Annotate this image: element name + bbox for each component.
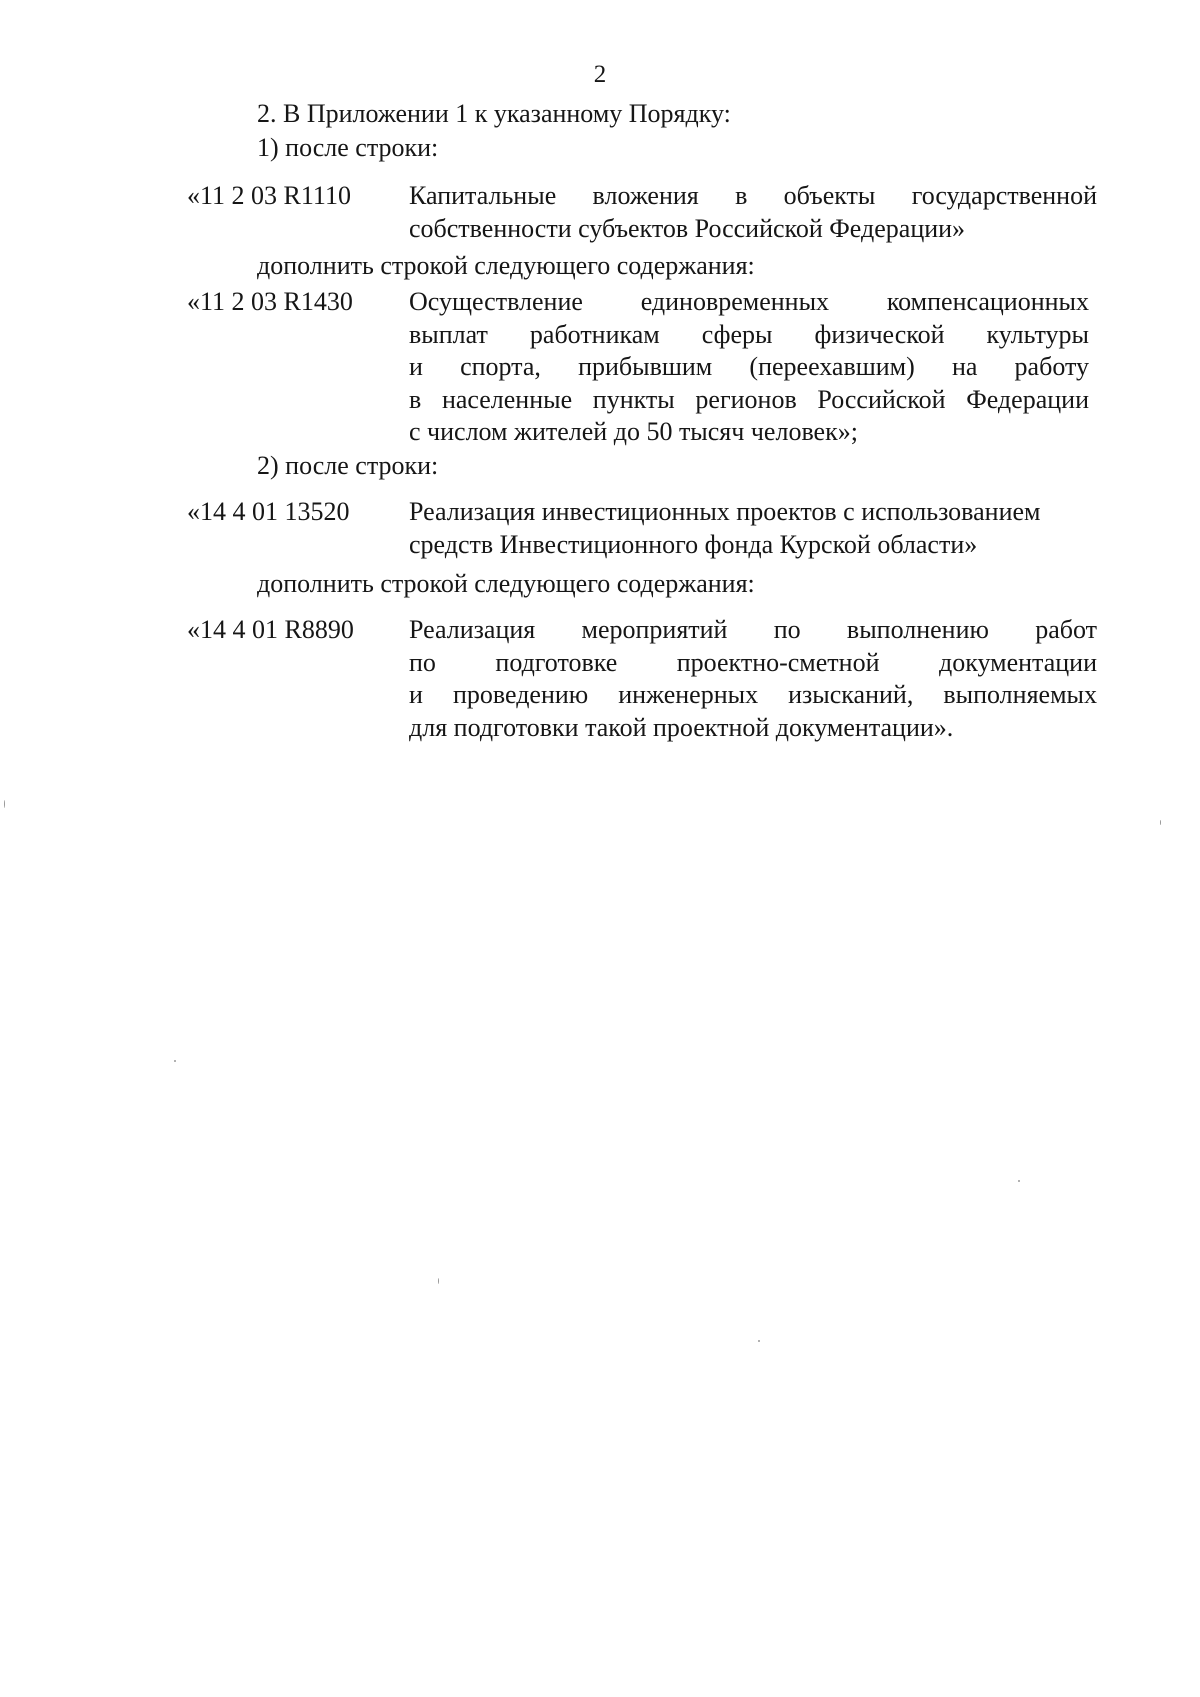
scan-speck <box>1160 820 1161 825</box>
entry-4-line: и проведению инженерных изысканий, выполняемых <box>409 680 1097 709</box>
entry-4-description <box>409 614 1097 744</box>
entry-4-code: «14 4 01 R8890 <box>187 615 354 644</box>
entry-2-description <box>409 286 1089 449</box>
scan-speck <box>1018 1180 1020 1182</box>
subitem-2-label: 2) после строки: <box>257 451 439 480</box>
entry-2-line: Осуществление единовременных компенсационных <box>409 287 1089 316</box>
entry-2-line: выплат работникам сферы физической культуры <box>409 319 1089 349</box>
scan-speck <box>438 1278 439 1284</box>
scan-speck <box>174 1060 176 1062</box>
entry-1 <box>187 180 1097 245</box>
entry-4-line: по подготовке проектно-сметной документации <box>409 647 1097 677</box>
subitem-1-label: 1) после строки: <box>257 133 439 162</box>
entry-3 <box>187 496 1097 561</box>
entry-1-line: Капитальные вложения в объекты государственной <box>409 181 1097 210</box>
entry-3-line: средств Инвестиционного фонда Курской области» <box>409 529 978 559</box>
entry-3-code: «14 4 01 13520 <box>187 497 350 526</box>
entry-3-line: Реализация инвестиционных проектов с использованием <box>409 497 1041 526</box>
entry-4-line: Реализация мероприятий по выполнению работ <box>409 615 1097 644</box>
entry-1-description <box>409 180 1097 245</box>
entry-3-description <box>409 496 1097 561</box>
supplement-2: дополнить строкой следующего содержания: <box>257 569 755 598</box>
entry-1-line: собственности субъектов Российской Федерации» <box>409 213 966 243</box>
entry-2-code: «11 2 03 R1430 <box>187 287 353 316</box>
scan-speck <box>758 1340 760 1342</box>
supplement-1: дополнить строкой следующего содержания: <box>257 251 755 280</box>
item-heading: 2. В Приложении 1 к указанному Порядку: <box>257 99 731 128</box>
scan-speck <box>4 800 5 808</box>
entry-2-line: и спорта, прибывшим (переехавшим) на работу <box>409 352 1089 381</box>
entry-2-line: в населенные пункты регионов Российской Федерации <box>409 384 1089 414</box>
entry-2 <box>187 286 1089 449</box>
entry-4-line: для подготовки такой проектной документации». <box>409 712 954 742</box>
entry-2-line: с числом жителей до 50 тысяч человек»; <box>409 417 858 446</box>
page-number: 2 <box>593 61 607 88</box>
entry-4 <box>187 614 1097 744</box>
entry-1-code: «11 2 03 R1110 <box>187 181 351 210</box>
